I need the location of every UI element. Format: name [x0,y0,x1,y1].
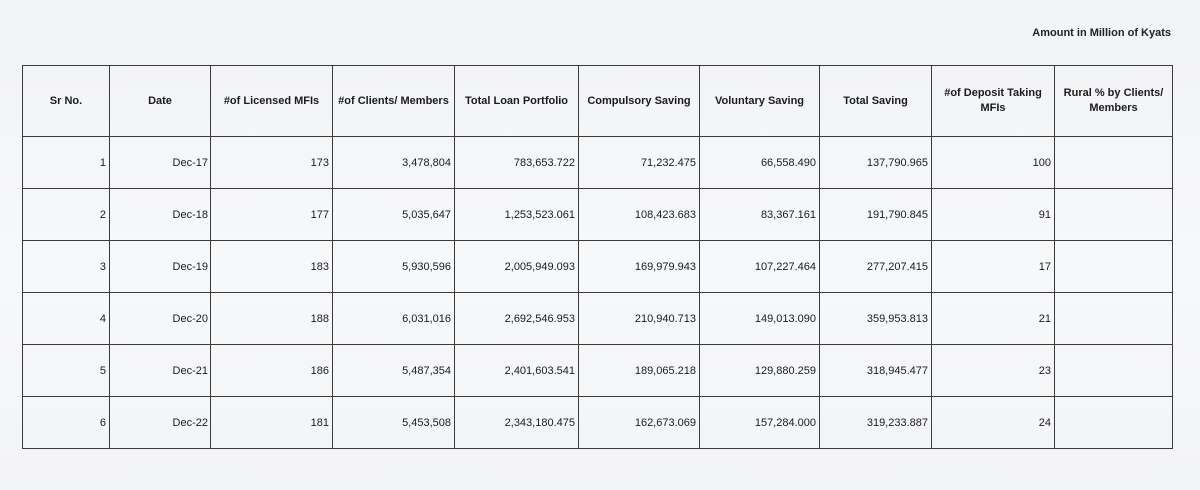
cell-clients-members: 5,453,508 [333,397,455,449]
cell-licensed-mfis: 188 [211,293,333,345]
cell-date: Dec-21 [110,345,211,397]
cell-compulsory-saving: 162,673.069 [579,397,700,449]
table-row [23,293,1173,345]
cell-clients-members: 5,035,647 [333,189,455,241]
cell-voluntary-saving: 129,880.259 [700,345,820,397]
cell-licensed-mfis: 177 [211,189,333,241]
cell-deposit-taking-mfis: 17 [932,241,1055,293]
cell-voluntary-saving: 66,558.490 [700,137,820,189]
header-total-saving: Total Saving [820,66,932,137]
cell-sr-no: 2 [23,189,110,241]
cell-total-loan-portfolio: 1,253,523.061 [455,189,579,241]
cell-sr-no: 3 [23,241,110,293]
cell-total-saving: 191,790.845 [820,189,932,241]
cell-total-saving: 359,953.813 [820,293,932,345]
cell-sr-no: 4 [23,293,110,345]
cell-rural-percent [1055,345,1173,397]
table-row [23,345,1173,397]
cell-sr-no: 1 [23,137,110,189]
cell-date: Dec-19 [110,241,211,293]
header-licensed-mfis: #of Licensed MFIs [211,66,333,137]
cell-licensed-mfis: 183 [211,241,333,293]
table-row [23,137,1173,189]
cell-voluntary-saving: 83,367.161 [700,189,820,241]
cell-total-saving: 277,207.415 [820,241,932,293]
table-header-row [23,66,1173,137]
cell-licensed-mfis: 173 [211,137,333,189]
mfi-statistics-table [22,65,1173,449]
header-rural-percent: Rural % by Clients/ Members [1055,66,1173,137]
cell-deposit-taking-mfis: 91 [932,189,1055,241]
cell-date: Dec-17 [110,137,211,189]
cell-total-saving: 319,233.887 [820,397,932,449]
cell-voluntary-saving: 149,013.090 [700,293,820,345]
cell-date: Dec-22 [110,397,211,449]
cell-total-loan-portfolio: 2,692,546.953 [455,293,579,345]
header-sr-no: Sr No. [23,66,110,137]
cell-deposit-taking-mfis: 23 [932,345,1055,397]
cell-licensed-mfis: 186 [211,345,333,397]
header-date: Date [110,66,211,137]
amount-unit-note: Amount in Million of Kyats [1032,27,1171,39]
cell-voluntary-saving: 157,284.000 [700,397,820,449]
cell-date: Dec-20 [110,293,211,345]
table-row [23,189,1173,241]
cell-compulsory-saving: 71,232.475 [579,137,700,189]
cell-compulsory-saving: 210,940.713 [579,293,700,345]
cell-total-loan-portfolio: 2,343,180.475 [455,397,579,449]
cell-clients-members: 3,478,804 [333,137,455,189]
cell-compulsory-saving: 108,423.683 [579,189,700,241]
cell-deposit-taking-mfis: 24 [932,397,1055,449]
cell-total-loan-portfolio: 2,005,949.093 [455,241,579,293]
cell-sr-no: 5 [23,345,110,397]
cell-rural-percent [1055,397,1173,449]
table-row [23,241,1173,293]
cell-rural-percent [1055,293,1173,345]
cell-compulsory-saving: 189,065.218 [579,345,700,397]
cell-sr-no: 6 [23,397,110,449]
cell-total-loan-portfolio: 783,653.722 [455,137,579,189]
header-total-loan-portfolio: Total Loan Portfolio [455,66,579,137]
cell-rural-percent [1055,137,1173,189]
cell-clients-members: 5,487,354 [333,345,455,397]
cell-deposit-taking-mfis: 100 [932,137,1055,189]
cell-rural-percent [1055,241,1173,293]
cell-compulsory-saving: 169,979.943 [579,241,700,293]
cell-deposit-taking-mfis: 21 [932,293,1055,345]
cell-licensed-mfis: 181 [211,397,333,449]
header-compulsory-saving: Compulsory Saving [579,66,700,137]
cell-total-saving: 318,945.477 [820,345,932,397]
header-deposit-taking-mfis: #of Deposit Taking MFIs [932,66,1055,137]
cell-rural-percent [1055,189,1173,241]
header-clients-members: #of Clients/ Members [333,66,455,137]
cell-clients-members: 5,930,596 [333,241,455,293]
cell-total-saving: 137,790.965 [820,137,932,189]
cell-voluntary-saving: 107,227.464 [700,241,820,293]
table-row [23,397,1173,449]
cell-clients-members: 6,031,016 [333,293,455,345]
cell-date: Dec-18 [110,189,211,241]
cell-total-loan-portfolio: 2,401,603.541 [455,345,579,397]
header-voluntary-saving: Voluntary Saving [700,66,820,137]
